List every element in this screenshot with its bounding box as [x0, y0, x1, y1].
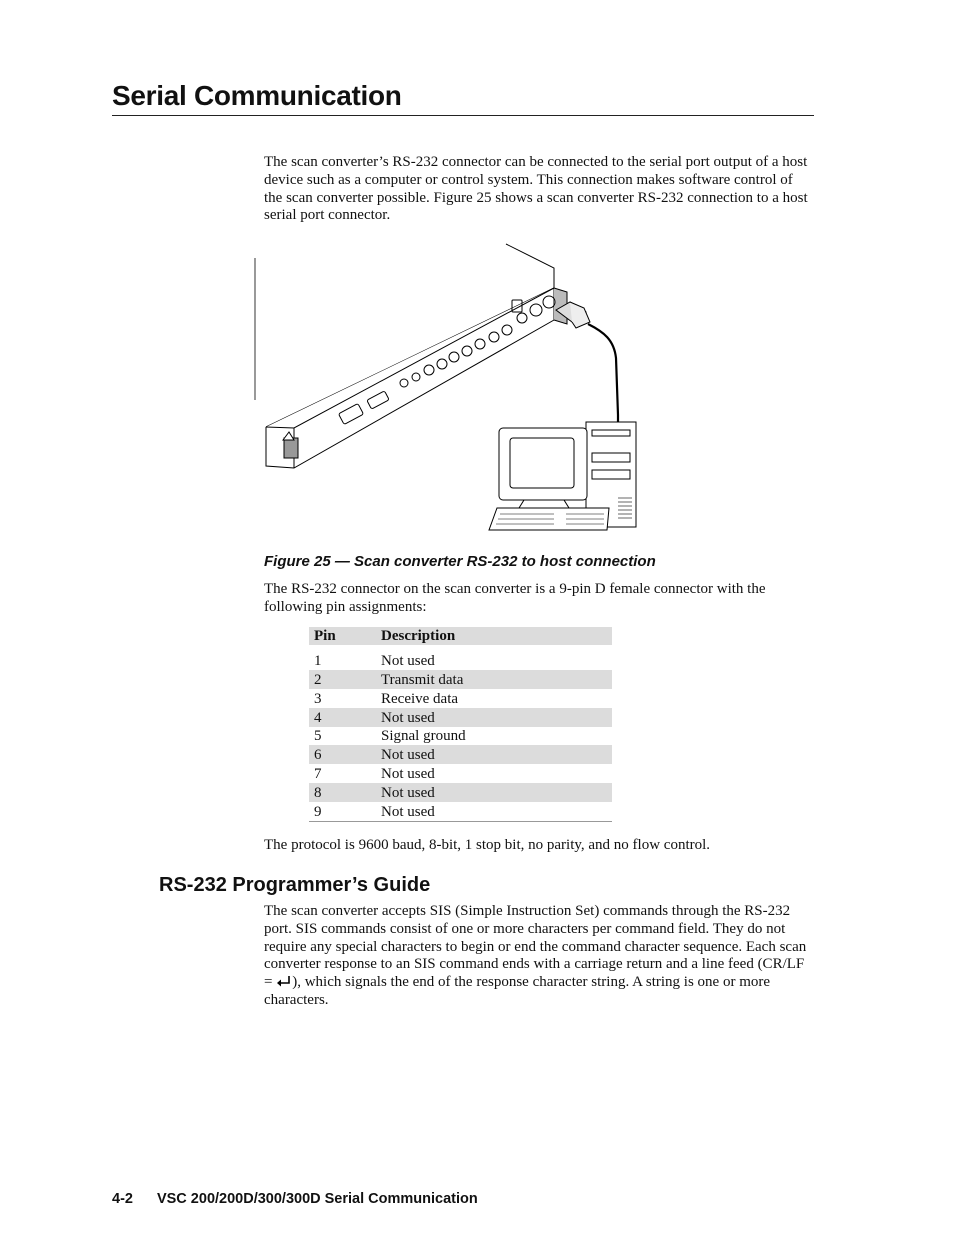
protocol-paragraph: The protocol is 9600 baud, 8-bit, 1 stop bit, no parity, and no flow control.	[264, 837, 711, 853]
guide-text-start: The scan converter accepts SIS (Simple Instruction Set) commands through the RS-232 port. SIS commands consist of one or more characters per command field. They do not require any special characters to begin or end the command character sequence. Each scan converter response to an SIS command ends with a carriage return and a line feed (CR/LF =	[264, 903, 807, 991]
section-heading: RS-232 Programmer’s Guide	[159, 874, 431, 896]
pin-cell: 4	[309, 708, 376, 727]
pin-cell: 5	[314, 728, 322, 745]
guide-text-end: ), which signals the end of the response character string. A string is one or more characters.	[264, 974, 771, 1008]
intro-paragraph: The scan converter’s RS-232 connector can be connected to the serial port output of a host device such as a computer or control system. This connection makes software control of the scan converter possible. Figure 25 shows a scan converter RS-232 connection to a host serial port connector.	[264, 154, 808, 224]
table-row	[309, 670, 612, 689]
guide-paragraph	[264, 903, 812, 1010]
table-row	[309, 764, 612, 783]
footer-title: VSC 200/200D/300/300D Serial Communication	[156, 1191, 478, 1207]
table-row	[309, 745, 612, 764]
pin-cell: 7	[314, 766, 322, 783]
description-cell: Not used	[381, 652, 435, 669]
table-row	[309, 651, 612, 670]
table-row	[309, 783, 612, 802]
description-cell: Not used	[381, 766, 435, 783]
page-footer	[112, 1191, 478, 1207]
description-cell: Signal ground	[381, 728, 466, 745]
column-header-description: Description	[376, 627, 612, 645]
table-header-row	[309, 627, 612, 645]
table-row	[309, 689, 612, 708]
connector-paragraph: The RS-232 connector on the scan converter is a 9-pin D female connector with the following pin assignments:	[264, 581, 766, 615]
pin-cell: 2	[309, 670, 376, 689]
table-row	[309, 708, 612, 727]
description-cell: Transmit data	[376, 670, 612, 689]
pin-cell: 9	[309, 802, 376, 821]
pin-assignment-table	[309, 627, 612, 822]
column-header-pin: Pin	[309, 627, 376, 645]
table-row	[309, 802, 612, 821]
figure-caption: Figure 25 — Scan converter RS-232 to host connection	[264, 553, 656, 570]
rs232-connection-figure	[254, 240, 654, 535]
description-cell: Not used	[376, 708, 612, 727]
page-number: 4-2	[112, 1191, 133, 1207]
pin-cell: 3	[314, 690, 322, 707]
description-cell: Not used	[376, 802, 612, 821]
return-arrow-icon	[276, 975, 292, 988]
table-row	[309, 727, 612, 746]
description-cell: Not used	[376, 783, 612, 802]
description-cell: Not used	[376, 745, 612, 764]
pin-cell: 1	[314, 652, 322, 669]
pin-cell: 6	[309, 745, 376, 764]
page-title: Serial Communication	[112, 80, 402, 111]
title-rule	[112, 115, 814, 116]
description-cell: Receive data	[381, 690, 459, 707]
pin-cell: 8	[309, 783, 376, 802]
